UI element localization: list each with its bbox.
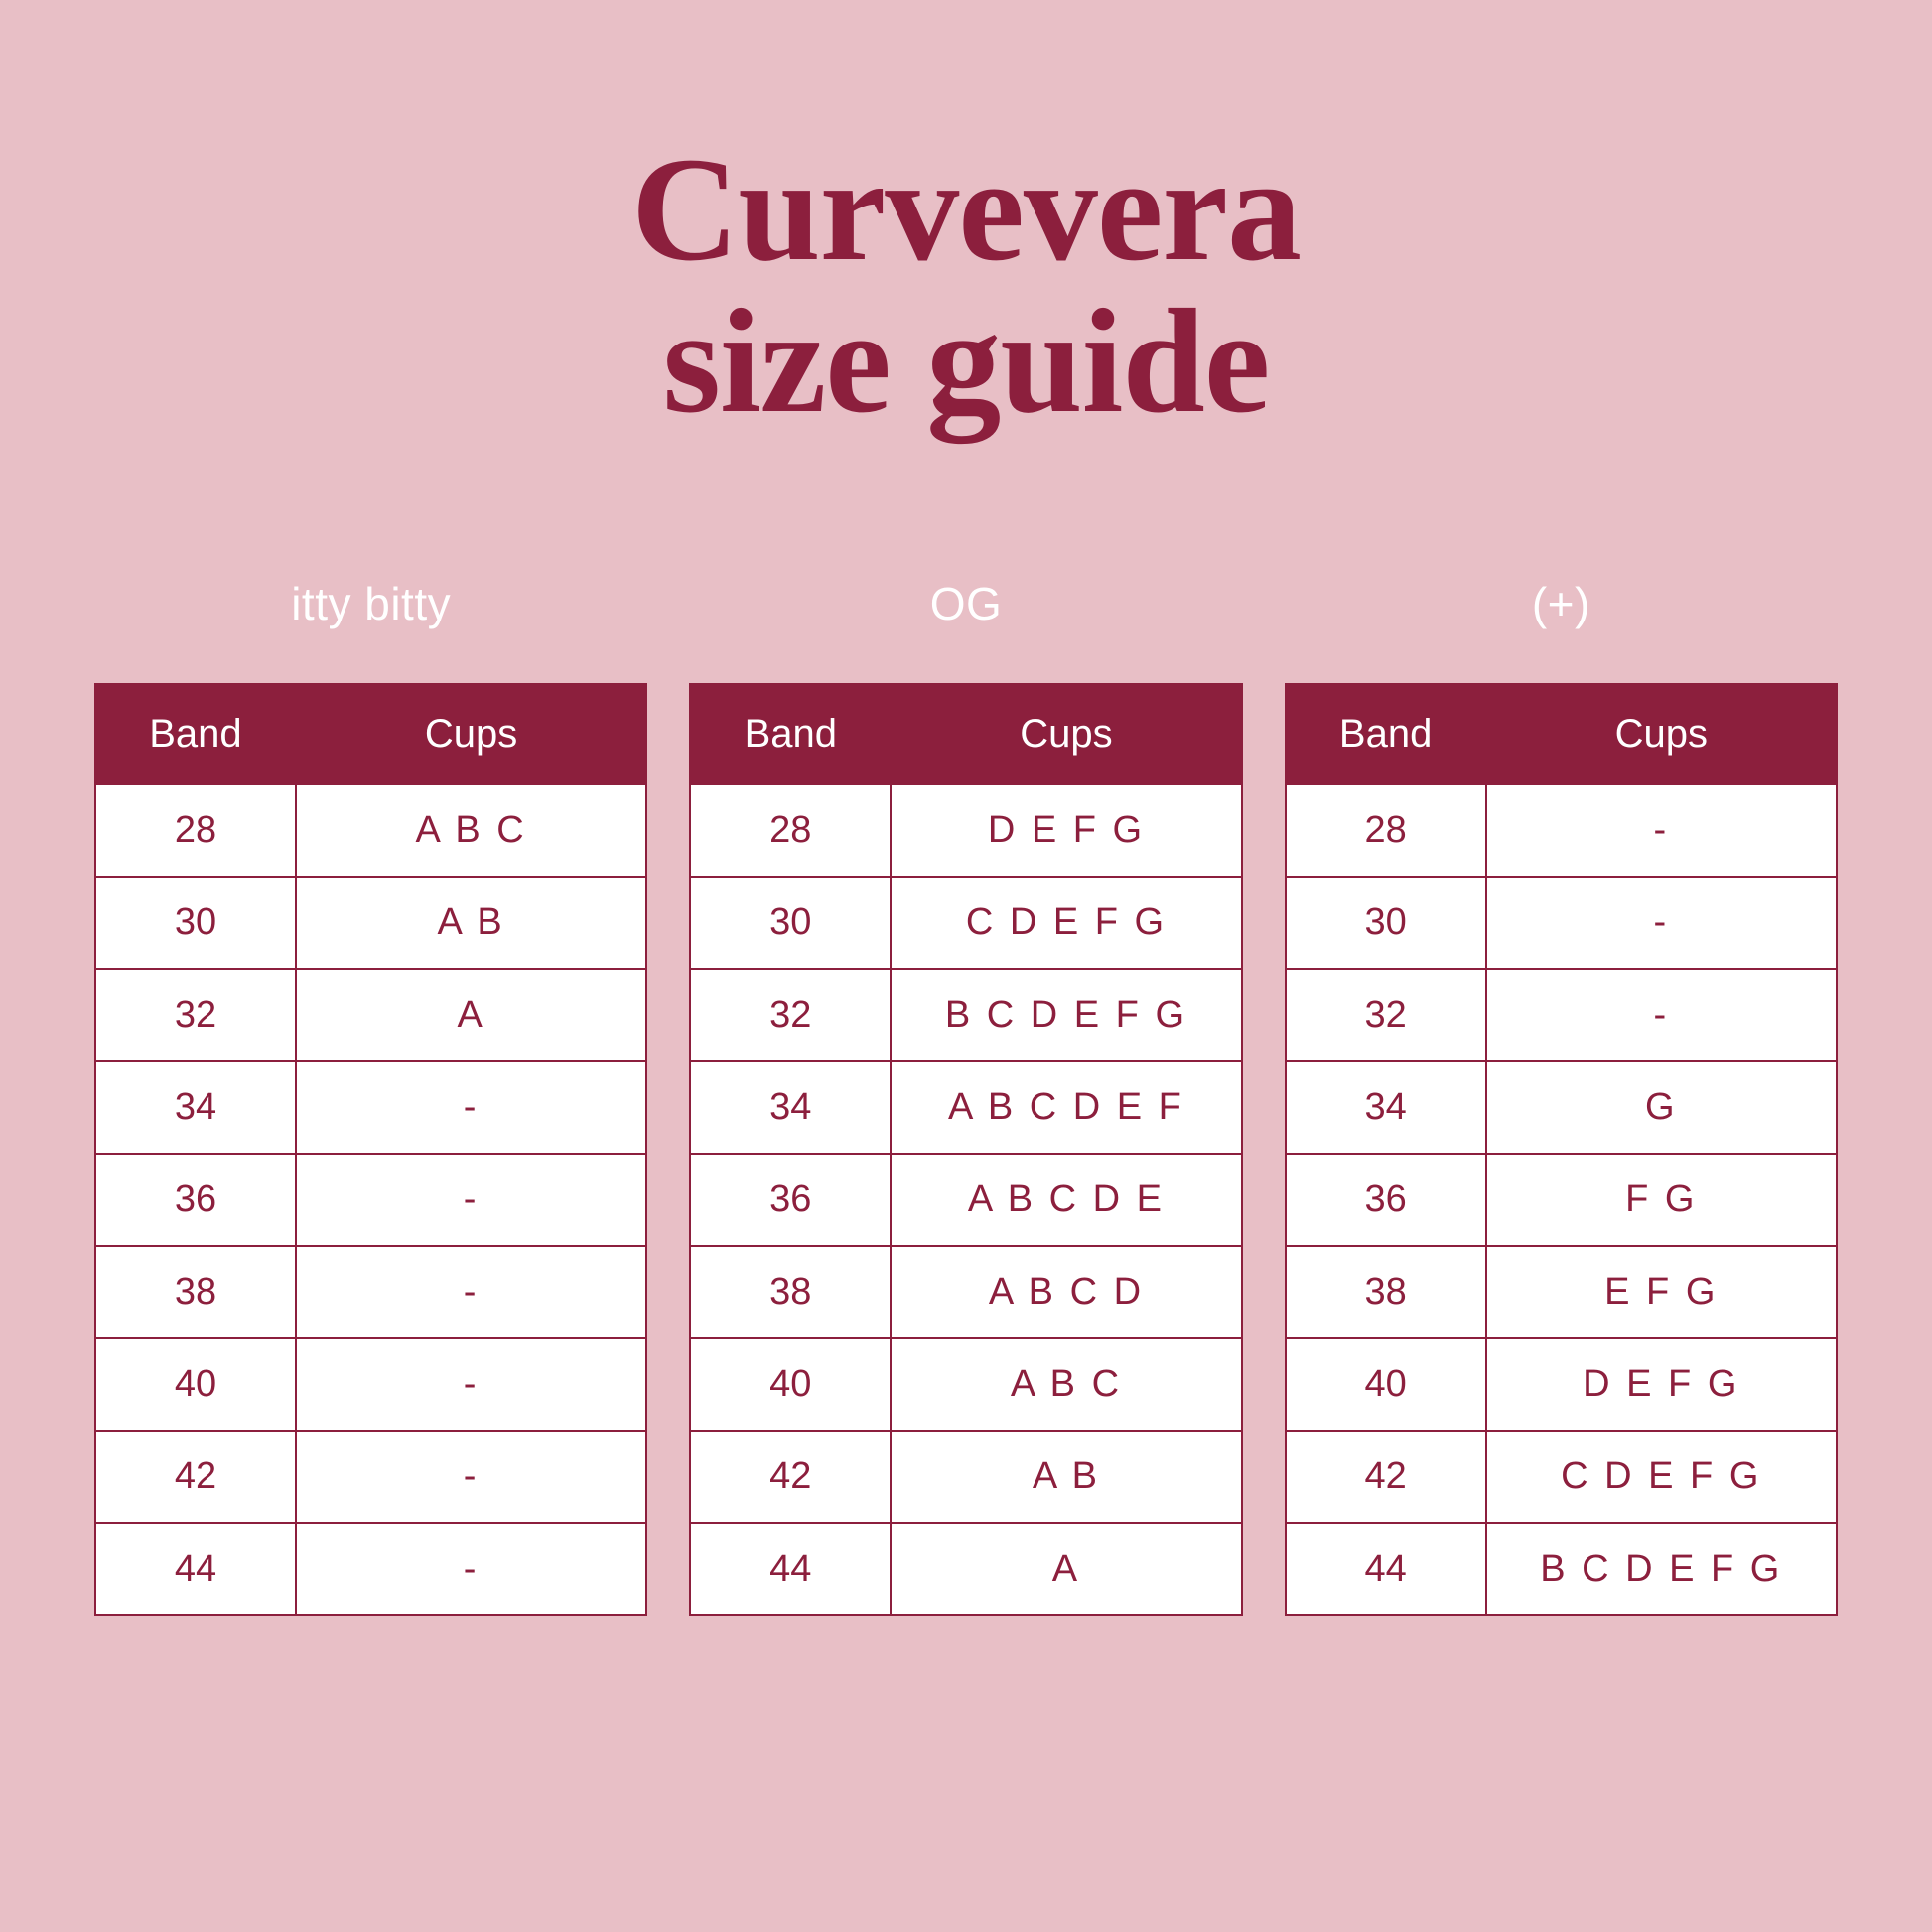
table-row xyxy=(95,1338,646,1431)
cell-band: 30 xyxy=(690,877,891,969)
cell-band: 28 xyxy=(690,784,891,877)
cell-band: 36 xyxy=(690,1154,891,1246)
cell-cups: A B C xyxy=(296,784,646,877)
table-row xyxy=(1286,969,1837,1061)
cell-band: 34 xyxy=(95,1061,296,1154)
cell-cups: G xyxy=(1486,1061,1837,1154)
table-row xyxy=(690,1523,1241,1615)
table-row xyxy=(690,1154,1241,1246)
cell-band: 30 xyxy=(1286,877,1486,969)
table-row xyxy=(1286,1431,1837,1523)
size-table-plus xyxy=(1285,683,1838,1616)
table-row xyxy=(95,1061,646,1154)
cell-band: 32 xyxy=(690,969,891,1061)
cell-cups: D E F G xyxy=(1486,1338,1837,1431)
table-row xyxy=(1286,877,1837,969)
cell-band: 34 xyxy=(690,1061,891,1154)
cell-band: 42 xyxy=(690,1431,891,1523)
size-table-block-plus xyxy=(1285,576,1838,1616)
cell-cups: A B C D E F xyxy=(891,1061,1241,1154)
table-header-row xyxy=(690,684,1241,784)
table-row xyxy=(95,1154,646,1246)
cell-cups: - xyxy=(1486,784,1837,877)
table-row xyxy=(95,784,646,877)
table-row xyxy=(1286,1523,1837,1615)
cell-cups: - xyxy=(296,1154,646,1246)
size-table-block-og xyxy=(689,576,1242,1616)
group-label-plus: (+) xyxy=(1531,578,1590,629)
cell-cups: E F G xyxy=(1486,1246,1837,1338)
cell-cups: - xyxy=(296,1431,646,1523)
cell-band: 30 xyxy=(95,877,296,969)
cell-band: 28 xyxy=(1286,784,1486,877)
table-row xyxy=(1286,1154,1837,1246)
table-row xyxy=(95,969,646,1061)
cell-band: 44 xyxy=(1286,1523,1486,1615)
table-row xyxy=(95,1523,646,1615)
cell-cups: B C D E F G xyxy=(891,969,1241,1061)
cell-band: 36 xyxy=(1286,1154,1486,1246)
page-title-line-1: Curvevera xyxy=(630,127,1302,292)
table-header-row xyxy=(1286,684,1837,784)
table-row xyxy=(95,1246,646,1338)
column-header-band: Band xyxy=(1286,684,1486,784)
cell-band: 44 xyxy=(690,1523,891,1615)
cell-cups: A B C D E xyxy=(891,1154,1241,1246)
cell-band: 32 xyxy=(1286,969,1486,1061)
cell-cups: A xyxy=(296,969,646,1061)
size-tables-container xyxy=(0,576,1932,1616)
cell-band: 32 xyxy=(95,969,296,1061)
table-row xyxy=(690,969,1241,1061)
cell-band: 36 xyxy=(95,1154,296,1246)
group-label-itty-bitty: itty bitty xyxy=(291,578,452,629)
cell-cups: - xyxy=(296,1523,646,1615)
cell-cups: F G xyxy=(1486,1154,1837,1246)
size-table-itty-bitty xyxy=(94,683,647,1616)
table-row xyxy=(1286,1246,1837,1338)
column-header-band: Band xyxy=(95,684,296,784)
cell-cups: A B xyxy=(891,1431,1241,1523)
table-row xyxy=(690,1431,1241,1523)
cell-cups: C D E F G xyxy=(891,877,1241,969)
table-row xyxy=(690,784,1241,877)
cell-band: 38 xyxy=(95,1246,296,1338)
group-label-og: OG xyxy=(929,578,1003,629)
table-row xyxy=(95,877,646,969)
cell-band: 44 xyxy=(95,1523,296,1615)
size-table-og xyxy=(689,683,1242,1616)
table-row xyxy=(690,1246,1241,1338)
cell-cups: - xyxy=(296,1061,646,1154)
cell-band: 34 xyxy=(1286,1061,1486,1154)
cell-cups: B C D E F G xyxy=(1486,1523,1837,1615)
cell-cups: A xyxy=(891,1523,1241,1615)
cell-band: 42 xyxy=(1286,1431,1486,1523)
cell-band: 40 xyxy=(95,1338,296,1431)
cell-band: 28 xyxy=(95,784,296,877)
table-row xyxy=(1286,784,1837,877)
table-row xyxy=(95,1431,646,1523)
cell-cups: A B C xyxy=(891,1338,1241,1431)
column-header-cups: Cups xyxy=(891,684,1241,784)
table-row xyxy=(690,877,1241,969)
table-row xyxy=(1286,1338,1837,1431)
table-row xyxy=(1286,1061,1837,1154)
cell-band: 38 xyxy=(1286,1246,1486,1338)
cell-cups: D E F G xyxy=(891,784,1241,877)
cell-band: 42 xyxy=(95,1431,296,1523)
cell-band: 40 xyxy=(690,1338,891,1431)
page-title-line-2: size guide xyxy=(662,279,1270,444)
table-row xyxy=(690,1338,1241,1431)
column-header-cups: Cups xyxy=(296,684,646,784)
column-header-cups: Cups xyxy=(1486,684,1837,784)
table-row xyxy=(690,1061,1241,1154)
cell-cups: A B xyxy=(296,877,646,969)
cell-cups: - xyxy=(296,1246,646,1338)
cell-band: 38 xyxy=(690,1246,891,1338)
size-table-block-itty-bitty xyxy=(94,576,647,1616)
cell-band: 40 xyxy=(1286,1338,1486,1431)
column-header-band: Band xyxy=(690,684,891,784)
cell-cups: - xyxy=(1486,969,1837,1061)
cell-cups: - xyxy=(296,1338,646,1431)
cell-cups: C D E F G xyxy=(1486,1431,1837,1523)
page-title xyxy=(420,0,1512,444)
table-header-row xyxy=(95,684,646,784)
cell-cups: - xyxy=(1486,877,1837,969)
cell-cups: A B C D xyxy=(891,1246,1241,1338)
